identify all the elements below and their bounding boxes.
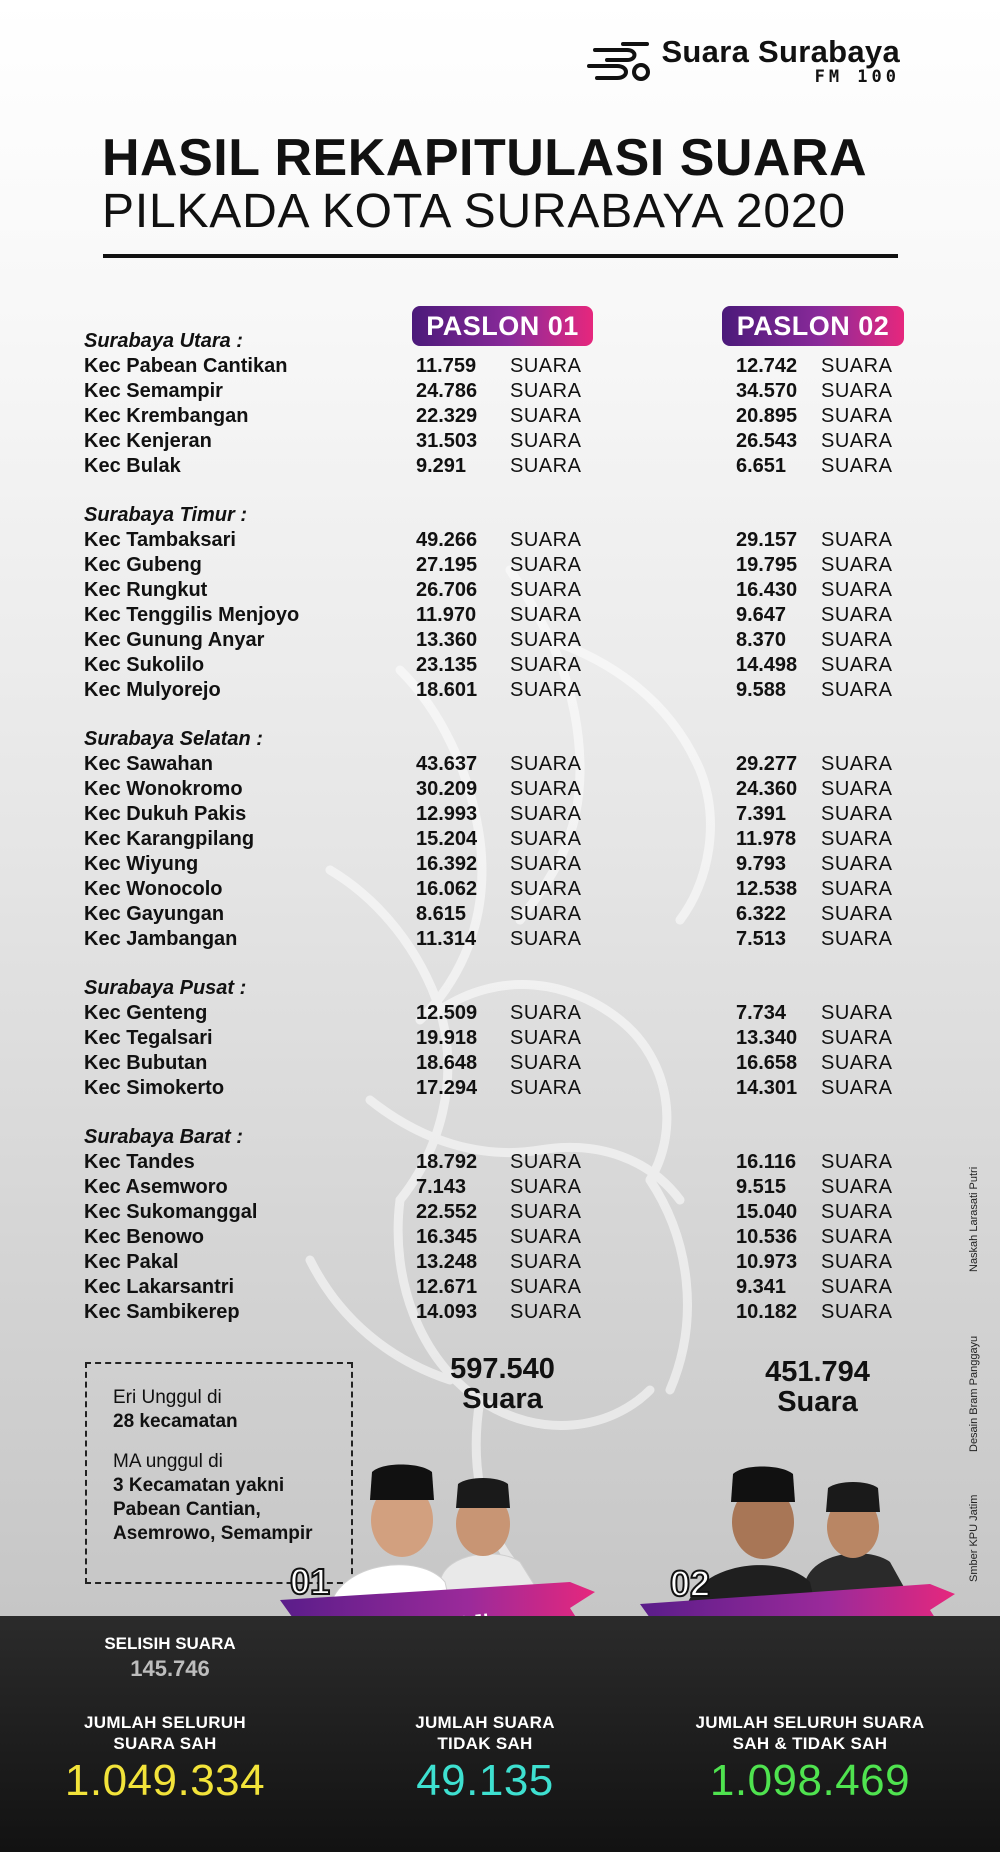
paslon-01-votes: 27.195	[416, 554, 478, 576]
kecamatan-name: Kec Jambangan	[84, 928, 238, 950]
region-name: Surabaya Barat :	[84, 1126, 243, 1148]
kecamatan-name: Kec Semampir	[84, 380, 223, 402]
table-row	[84, 529, 914, 554]
paslon-01-votes: 24.786	[416, 380, 478, 402]
paslon-01-unit: SUARA	[510, 405, 582, 427]
table-row	[84, 1176, 914, 1201]
kecamatan-name: Kec Dukuh Pakis	[84, 803, 247, 825]
paslon-01-unit: SUARA	[510, 679, 582, 701]
kecamatan-name: Kec Gayungan	[84, 903, 225, 925]
paslon-02-unit: SUARA	[821, 1002, 893, 1024]
table-row	[84, 803, 914, 828]
paslon-02-unit: SUARA	[821, 753, 893, 775]
kecamatan-name: Kec Tandes	[84, 1151, 195, 1173]
paslon-01-unit: SUARA	[510, 1002, 582, 1024]
kecamatan-name: Kec Sawahan	[84, 753, 213, 775]
brand-sub: FM 100	[814, 67, 900, 87]
paslon-02-votes: 8.370	[736, 629, 787, 651]
suara-tidak-sah-label: JUMLAH SUARA	[415, 1713, 555, 1732]
table-row	[84, 629, 914, 654]
paslon-01-unit: SUARA	[510, 803, 582, 825]
paslon-02-votes: 10.536	[736, 1226, 798, 1248]
paslon-02-unit: SUARA	[821, 455, 893, 477]
paslon-02-unit: SUARA	[821, 878, 893, 900]
paslon-01-unit: SUARA	[510, 1276, 582, 1298]
kecamatan-name: Kec Asemworo	[84, 1176, 228, 1198]
paslon-02-votes: 12.742	[736, 355, 798, 377]
paslon-02-votes: 20.895	[736, 405, 798, 427]
paslon-01-unit: SUARA	[510, 878, 582, 900]
table-row	[84, 853, 914, 878]
paslon-01-votes: 13.248	[416, 1251, 478, 1273]
paslon-02-unit: SUARA	[821, 1226, 893, 1248]
total-value: 451.794	[765, 1356, 870, 1388]
paslon-01-votes: 18.601	[416, 679, 478, 701]
table-row	[84, 1002, 914, 1027]
suara-tidak-sah-block	[375, 1712, 595, 1806]
table-row	[84, 1276, 914, 1301]
kecamatan-name: Kec Tegalsari	[84, 1027, 213, 1049]
paslon-01-unit: SUARA	[510, 1251, 582, 1273]
paslon-02-votes: 6.322	[736, 903, 787, 925]
paslon-01-unit: SUARA	[510, 753, 582, 775]
kecamatan-name: Kec Pabean Cantikan	[84, 355, 288, 377]
region-name: Surabaya Pusat :	[84, 977, 247, 999]
paslon-01-votes: 16.062	[416, 878, 478, 900]
note-line: Pabean Cantian,	[113, 1499, 261, 1520]
kecamatan-name: Kec Krembangan	[84, 405, 249, 427]
table-row	[84, 1301, 914, 1326]
paslon-01-unit: SUARA	[510, 1301, 582, 1323]
region-heading	[84, 977, 914, 1002]
paslon-01-unit: SUARA	[510, 1226, 582, 1248]
paslon-02-unit: SUARA	[821, 1201, 893, 1223]
paslon-01-unit: SUARA	[510, 903, 582, 925]
paslon-01-header: PASLON 01	[412, 306, 593, 346]
kecamatan-name: Kec Bulak	[84, 455, 181, 477]
paslon-02-total	[735, 1357, 900, 1417]
paslon-01-votes: 26.706	[416, 579, 478, 601]
paslon-02-unit: SUARA	[821, 579, 893, 601]
suara-total-label: SAH & TIDAK SAH	[732, 1734, 888, 1753]
paslon-01-votes: 12.509	[416, 1002, 478, 1024]
paslon-01-unit: SUARA	[510, 1151, 582, 1173]
table-row	[84, 928, 914, 953]
table-row	[84, 604, 914, 629]
total-label: Suara	[462, 1383, 543, 1415]
paslon-02-votes: 11.978	[736, 828, 797, 850]
paslon-02-votes: 16.658	[736, 1052, 798, 1074]
paslon-01-unit: SUARA	[510, 928, 582, 950]
kecamatan-name: Kec Bubutan	[84, 1052, 208, 1074]
paslon-02-unit: SUARA	[821, 903, 893, 925]
region-name: Surabaya Utara :	[84, 330, 243, 352]
paslon-02-unit: SUARA	[821, 355, 893, 377]
paslon-01-votes: 31.503	[416, 430, 478, 452]
table-row	[84, 1077, 914, 1102]
paslon-01-votes: 11.314	[416, 928, 477, 950]
suara-tidak-sah-label: TIDAK SAH	[437, 1734, 533, 1753]
paslon-01-votes: 16.345	[416, 1226, 478, 1248]
paslon-02-unit: SUARA	[821, 529, 893, 551]
kecamatan-name: Kec Tenggilis Menjoyo	[84, 604, 300, 626]
title-divider	[103, 254, 898, 258]
paslon-01-votes: 19.918	[416, 1027, 478, 1049]
suara-tidak-sah-value: 49.135	[416, 1756, 554, 1805]
paslon-02-unit: SUARA	[821, 1301, 893, 1323]
summary-footer	[0, 1616, 1000, 1852]
table-row	[84, 1052, 914, 1077]
suara-total-block	[660, 1712, 960, 1806]
paslon-02-votes: 24.360	[736, 778, 798, 800]
suara-sah-block	[40, 1712, 290, 1806]
kecamatan-name: Kec Gunung Anyar	[84, 629, 265, 651]
table-row	[84, 1201, 914, 1226]
brand-logo	[587, 36, 900, 86]
table-row	[84, 878, 914, 903]
paslon-02-votes: 16.116	[736, 1151, 797, 1173]
paslon-02-votes: 9.341	[736, 1276, 787, 1298]
paslon-02-votes: 29.157	[736, 529, 798, 551]
paslon-01-unit: SUARA	[510, 1176, 582, 1198]
paslon-02-votes: 9.515	[736, 1176, 787, 1198]
note-line: 3 Kecamatan yakni	[113, 1475, 285, 1496]
selisih-block	[60, 1634, 280, 1682]
paslon-01-unit: SUARA	[510, 853, 582, 875]
paslon-01-votes: 11.759	[416, 355, 477, 377]
selisih-label: SELISIH SUARA	[104, 1634, 236, 1653]
paslon-02-unit: SUARA	[821, 1027, 893, 1049]
paslon-02-votes: 15.040	[736, 1201, 798, 1223]
paslon-01-unit: SUARA	[510, 629, 582, 651]
region-spacer	[84, 953, 914, 977]
paslon-02-unit: SUARA	[821, 629, 893, 651]
credit-naskah: Naskah Larasati Putri	[968, 1166, 980, 1272]
paslon-02-votes: 34.570	[736, 380, 798, 402]
paslon-01-votes: 7.143	[416, 1176, 467, 1198]
paslon-02-votes: 7.391	[736, 803, 787, 825]
region-heading	[84, 1126, 914, 1151]
candidate-01-number: 01	[290, 1561, 331, 1602]
paslon-02-votes: 14.498	[736, 654, 798, 676]
table-row	[84, 654, 914, 679]
region-name: Surabaya Selatan :	[84, 728, 263, 750]
kecamatan-name: Kec Sukolilo	[84, 654, 205, 676]
paslon-02-unit: SUARA	[821, 1251, 893, 1273]
paslon-02-header: PASLON 02	[722, 306, 904, 346]
paslon-01-votes: 22.552	[416, 1201, 478, 1223]
paslon-02-votes: 13.340	[736, 1027, 798, 1049]
paslon-01-unit: SUARA	[510, 1027, 582, 1049]
page-subtitle: PILKADA KOTA SURABAYA 2020	[102, 185, 846, 238]
paslon-02-votes: 9.647	[736, 604, 787, 626]
paslon-02-unit: SUARA	[821, 853, 893, 875]
paslon-02-unit: SUARA	[821, 604, 893, 626]
paslon-01-votes: 17.294	[416, 1077, 478, 1099]
paslon-01-unit: SUARA	[510, 778, 582, 800]
candidate-02-number: 02	[670, 1563, 711, 1604]
kecamatan-name: Kec Simokerto	[84, 1077, 225, 1099]
table-row	[84, 380, 914, 405]
paslon-01-votes: 49.266	[416, 529, 478, 551]
paslon-02-unit: SUARA	[821, 1151, 893, 1173]
kecamatan-name: Kec Kenjeran	[84, 430, 212, 452]
total-label: Suara	[777, 1386, 858, 1418]
paslon-01-unit: SUARA	[510, 579, 582, 601]
kecamatan-name: Kec Pakal	[84, 1251, 179, 1273]
region-spacer	[84, 1102, 914, 1126]
paslon-02-votes: 12.538	[736, 878, 798, 900]
note-line: Asemrowo, Semampir	[113, 1523, 313, 1544]
paslon-02-votes: 7.513	[736, 928, 787, 950]
results-table	[84, 330, 914, 1326]
table-row	[84, 1027, 914, 1052]
suara-sah-label: SUARA SAH	[113, 1734, 217, 1753]
paslon-02-votes: 6.651	[736, 455, 787, 477]
suara-sah-value: 1.049.334	[64, 1756, 266, 1805]
paslon-01-total	[420, 1354, 585, 1414]
kecamatan-name: Kec Gubeng	[84, 554, 202, 576]
selisih-value: 145.746	[130, 1656, 210, 1681]
paslon-01-unit: SUARA	[510, 1052, 582, 1074]
kecamatan-name: Kec Sambikerep	[84, 1301, 240, 1323]
paslon-01-unit: SUARA	[510, 654, 582, 676]
table-row	[84, 1151, 914, 1176]
kecamatan-name: Kec Wonocolo	[84, 878, 223, 900]
kecamatan-name: Kec Genteng	[84, 1002, 208, 1024]
table-row	[84, 828, 914, 853]
table-row	[84, 778, 914, 803]
region-spacer	[84, 480, 914, 504]
paslon-02-unit: SUARA	[821, 928, 893, 950]
paslon-02-votes: 9.588	[736, 679, 787, 701]
table-row	[84, 1226, 914, 1251]
table-row	[84, 679, 914, 704]
table-row	[84, 554, 914, 579]
table-row	[84, 430, 914, 455]
note-line: Eri Unggul di	[113, 1387, 222, 1408]
paslon-02-votes: 26.543	[736, 430, 798, 452]
note-line: MA unggul di	[113, 1451, 223, 1472]
paslon-01-unit: SUARA	[510, 529, 582, 551]
kecamatan-name: Kec Sukomanggal	[84, 1201, 258, 1223]
table-row	[84, 579, 914, 604]
note-line: 28 kecamatan	[113, 1411, 238, 1432]
paslon-01-votes: 15.204	[416, 828, 478, 850]
paslon-01-votes: 14.093	[416, 1301, 478, 1323]
paslon-01-votes: 23.135	[416, 654, 478, 676]
paslon-02-unit: SUARA	[821, 1176, 893, 1198]
paslon-01-votes: 22.329	[416, 405, 478, 427]
paslon-01-votes: 9.291	[416, 455, 467, 477]
kecamatan-name: Kec Wonokromo	[84, 778, 243, 800]
paslon-02-unit: SUARA	[821, 380, 893, 402]
paslon-01-votes: 30.209	[416, 778, 478, 800]
paslon-01-unit: SUARA	[510, 554, 582, 576]
kecamatan-name: Kec Wiyung	[84, 853, 199, 875]
suara-surabaya-logo-icon	[587, 36, 653, 86]
table-row	[84, 405, 914, 430]
paslon-01-unit: SUARA	[510, 604, 582, 626]
region-heading	[84, 330, 914, 355]
suara-sah-label: JUMLAH SELURUH	[84, 1713, 246, 1732]
region-spacer	[84, 704, 914, 728]
paslon-01-unit: SUARA	[510, 1201, 582, 1223]
paslon-02-unit: SUARA	[821, 430, 893, 452]
paslon-02-unit: SUARA	[821, 679, 893, 701]
kecamatan-name: Kec Rungkut	[84, 579, 208, 601]
paslon-02-unit: SUARA	[821, 654, 893, 676]
suara-total-value: 1.098.469	[709, 1756, 911, 1805]
total-value: 597.540	[450, 1353, 555, 1385]
paslon-01-unit: SUARA	[510, 1077, 582, 1099]
kecamatan-name: Kec Mulyorejo	[84, 679, 221, 701]
suara-total-label: JUMLAH SELURUH SUARA	[695, 1713, 925, 1732]
paslon-01-votes: 43.637	[416, 753, 478, 775]
kecamatan-name: Kec Benowo	[84, 1226, 205, 1248]
paslon-01-unit: SUARA	[510, 430, 582, 452]
paslon-02-votes: 16.430	[736, 579, 798, 601]
paslon-02-unit: SUARA	[821, 1276, 893, 1298]
paslon-01-votes: 12.993	[416, 803, 478, 825]
paslon-01-votes: 18.792	[416, 1151, 478, 1173]
paslon-02-unit: SUARA	[821, 778, 893, 800]
paslon-01-unit: SUARA	[510, 380, 582, 402]
paslon-01-votes: 8.615	[416, 903, 467, 925]
paslon-02-votes: 29.277	[736, 753, 798, 775]
region-name: Surabaya Timur :	[84, 504, 248, 526]
paslon-01-votes: 12.671	[416, 1276, 478, 1298]
paslon-01-unit: SUARA	[510, 455, 582, 477]
paslon-02-unit: SUARA	[821, 554, 893, 576]
paslon-02-votes: 9.793	[736, 853, 787, 875]
kecamatan-name: Kec Lakarsantri	[84, 1276, 235, 1298]
table-row	[84, 1251, 914, 1276]
paslon-01-unit: SUARA	[510, 355, 582, 377]
page-title: HASIL REKAPITULASI SUARA	[102, 129, 868, 187]
kecamatan-name: Kec Karangpilang	[84, 828, 255, 850]
brand-name: Suara Surabaya	[661, 34, 900, 69]
table-row	[84, 355, 914, 380]
paslon-02-votes: 7.734	[736, 1002, 787, 1024]
credit-sumber: Smber KPU Jatim	[968, 1494, 980, 1582]
paslon-02-unit: SUARA	[821, 828, 893, 850]
paslon-02-unit: SUARA	[821, 405, 893, 427]
paslon-02-votes: 14.301	[736, 1077, 798, 1099]
paslon-02-unit: SUARA	[821, 803, 893, 825]
paslon-02-unit: SUARA	[821, 1052, 893, 1074]
paslon-02-votes: 10.182	[736, 1301, 798, 1323]
table-row	[84, 903, 914, 928]
paslon-02-votes: 19.795	[736, 554, 798, 576]
paslon-02-votes: 10.973	[736, 1251, 798, 1273]
credit-desain: Desain Bram Panggayu	[968, 1335, 980, 1452]
table-row	[84, 753, 914, 778]
paslon-01-unit: SUARA	[510, 828, 582, 850]
paslon-01-votes: 16.392	[416, 853, 478, 875]
paslon-01-votes: 13.360	[416, 629, 478, 651]
region-heading	[84, 504, 914, 529]
kecamatan-name: Kec Tambaksari	[84, 529, 236, 551]
paslon-02-unit: SUARA	[821, 1077, 893, 1099]
paslon-01-votes: 11.970	[416, 604, 477, 626]
region-heading	[84, 728, 914, 753]
paslon-01-votes: 18.648	[416, 1052, 478, 1074]
table-row	[84, 455, 914, 480]
